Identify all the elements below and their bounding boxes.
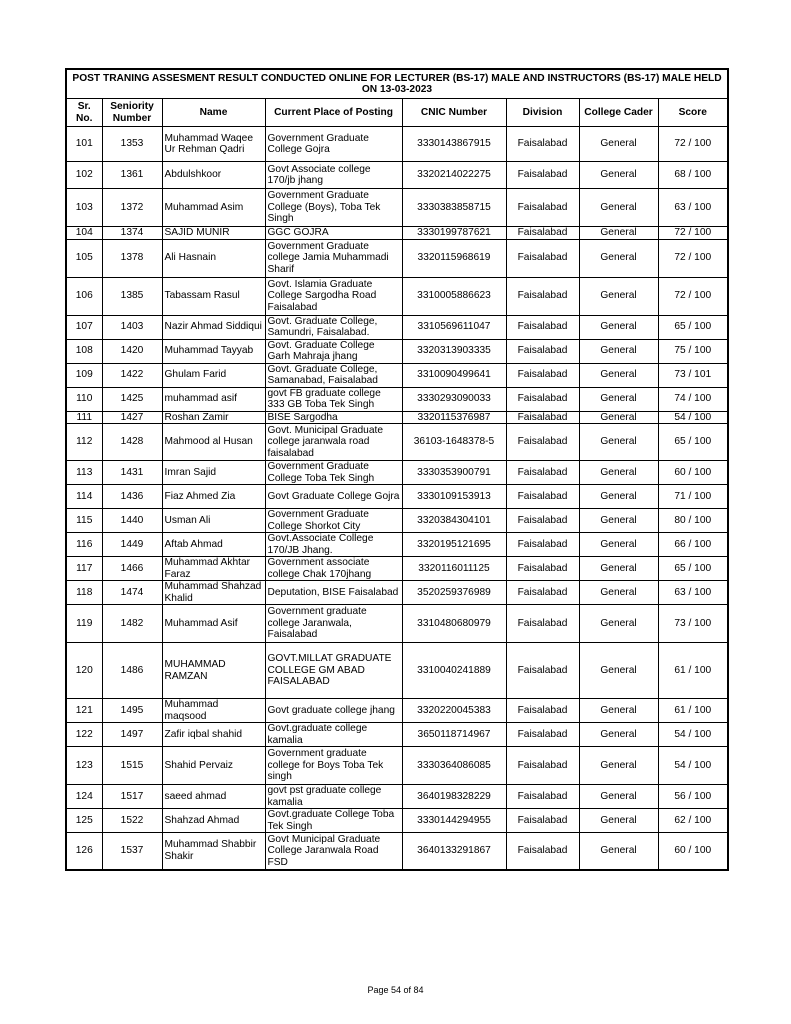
seniority-cell: 1431 <box>102 461 162 485</box>
cader-cell: General <box>579 747 658 785</box>
table-row <box>66 509 728 533</box>
sr-cell: 117 <box>66 557 102 581</box>
posting-cell: Government Graduate College Toba Tek Singh <box>265 461 402 485</box>
col-header-division: Division <box>506 99 579 127</box>
posting-cell: Government Graduate College Shorkot City <box>265 509 402 533</box>
cnic-cell: 3330353900791 <box>402 461 506 485</box>
division-cell: Faisalabad <box>506 363 579 387</box>
header-row <box>66 99 728 127</box>
table-row <box>66 461 728 485</box>
cader-cell: General <box>579 809 658 833</box>
division-cell: Faisalabad <box>506 461 579 485</box>
name-cell: Mahmood al Husan <box>162 424 265 461</box>
seniority-cell: 1474 <box>102 581 162 605</box>
sr-cell: 123 <box>66 747 102 785</box>
division-cell: Faisalabad <box>506 509 579 533</box>
table-row <box>66 643 728 699</box>
seniority-cell: 1420 <box>102 339 162 363</box>
sr-cell: 107 <box>66 315 102 339</box>
division-cell: Faisalabad <box>506 127 579 162</box>
score-cell: 63 / 100 <box>658 581 728 605</box>
col-header-cnic: CNIC Number <box>402 99 506 127</box>
name-cell: Muhammad Shabbir Shakir <box>162 833 265 870</box>
division-cell: Faisalabad <box>506 339 579 363</box>
seniority-cell: 1385 <box>102 277 162 315</box>
cnic-cell: 3320195121695 <box>402 533 506 557</box>
posting-cell: Government graduate college for Boys Toba Tek singh <box>265 747 402 785</box>
score-cell: 72 / 100 <box>658 127 728 162</box>
name-cell: Imran Sajid <box>162 461 265 485</box>
sr-cell: 101 <box>66 127 102 162</box>
document-title: POST TRANING ASSESMENT RESULT CONDUCTED ONLINE FOR LECTURER (BS-17) MALE AND INSTRUCTORS (BS-17) MALE HELD ON 13-03-2023 <box>66 69 728 99</box>
division-cell: Faisalabad <box>506 189 579 227</box>
sr-cell: 105 <box>66 239 102 277</box>
col-header-cader: College Cader <box>579 99 658 127</box>
seniority-cell: 1428 <box>102 424 162 461</box>
cader-cell: General <box>579 339 658 363</box>
seniority-cell: 1422 <box>102 363 162 387</box>
name-cell: Nazir Ahmad Siddiqui <box>162 315 265 339</box>
table-row <box>66 833 728 870</box>
score-cell: 62 / 100 <box>658 809 728 833</box>
seniority-cell: 1427 <box>102 411 162 424</box>
sr-cell: 119 <box>66 605 102 643</box>
division-cell: Faisalabad <box>506 411 579 424</box>
table-row <box>66 277 728 315</box>
sr-cell: 104 <box>66 227 102 240</box>
name-cell: Aftab Ahmad <box>162 533 265 557</box>
score-cell: 72 / 100 <box>658 277 728 315</box>
seniority-cell: 1486 <box>102 643 162 699</box>
score-cell: 63 / 100 <box>658 189 728 227</box>
cnic-cell: 3320115968619 <box>402 239 506 277</box>
division-cell: Faisalabad <box>506 809 579 833</box>
name-cell: Abdulshkoor <box>162 162 265 189</box>
posting-cell: Govt graduate college jhang <box>265 699 402 723</box>
posting-cell: GGC GOJRA <box>265 227 402 240</box>
sr-cell: 108 <box>66 339 102 363</box>
cader-cell: General <box>579 239 658 277</box>
sr-cell: 116 <box>66 533 102 557</box>
cnic-cell: 3310040241889 <box>402 643 506 699</box>
sr-cell: 125 <box>66 809 102 833</box>
posting-cell: Govt Municipal Graduate College Jaranwala Road FSD <box>265 833 402 870</box>
division-cell: Faisalabad <box>506 485 579 509</box>
sr-cell: 115 <box>66 509 102 533</box>
score-cell: 80 / 100 <box>658 509 728 533</box>
cader-cell: General <box>579 277 658 315</box>
seniority-cell: 1495 <box>102 699 162 723</box>
cnic-cell: 3640133291867 <box>402 833 506 870</box>
name-cell: Usman Ali <box>162 509 265 533</box>
cnic-cell: 3320384304101 <box>402 509 506 533</box>
table-row <box>66 387 728 411</box>
seniority-cell: 1449 <box>102 533 162 557</box>
name-cell: Ali Hasnain <box>162 239 265 277</box>
division-cell: Faisalabad <box>506 162 579 189</box>
sr-cell: 103 <box>66 189 102 227</box>
score-cell: 54 / 100 <box>658 747 728 785</box>
division-cell: Faisalabad <box>506 833 579 870</box>
col-header-posting: Current Place of Posting <box>265 99 402 127</box>
cnic-cell: 3330144294955 <box>402 809 506 833</box>
page-number: Page 54 of 84 <box>367 985 424 995</box>
posting-cell: Government Graduate College Gojra <box>265 127 402 162</box>
cader-cell: General <box>579 461 658 485</box>
division-cell: Faisalabad <box>506 605 579 643</box>
seniority-cell: 1372 <box>102 189 162 227</box>
posting-cell: Govt. Municipal Graduate college jaranwala road faisalabad <box>265 424 402 461</box>
table-row <box>66 315 728 339</box>
division-cell: Faisalabad <box>506 277 579 315</box>
table-row <box>66 411 728 424</box>
table-row <box>66 227 728 240</box>
score-cell: 60 / 100 <box>658 833 728 870</box>
sr-cell: 126 <box>66 833 102 870</box>
name-cell: Muhammad Asif <box>162 605 265 643</box>
posting-cell: govt FB graduate college 333 GB Toba Tek Singh <box>265 387 402 411</box>
cnic-cell: 3320313903335 <box>402 339 506 363</box>
cnic-cell: 3520259376989 <box>402 581 506 605</box>
sr-cell: 109 <box>66 363 102 387</box>
table-row <box>66 189 728 227</box>
posting-cell: Government Graduate college Jamia Muhammadi Sharif <box>265 239 402 277</box>
seniority-cell: 1537 <box>102 833 162 870</box>
name-cell: Muhammad maqsood <box>162 699 265 723</box>
division-cell: Faisalabad <box>506 239 579 277</box>
name-cell: Zafir iqbal shahid <box>162 723 265 747</box>
score-cell: 65 / 100 <box>658 315 728 339</box>
name-cell: Muhammad Asim <box>162 189 265 227</box>
name-cell: Roshan Zamir <box>162 411 265 424</box>
posting-cell: Govt. Islamia Graduate College Sargodha Road Faisalabad <box>265 277 402 315</box>
score-cell: 61 / 100 <box>658 643 728 699</box>
posting-cell: Govt.graduate college kamalia <box>265 723 402 747</box>
cader-cell: General <box>579 699 658 723</box>
seniority-cell: 1353 <box>102 127 162 162</box>
cader-cell: General <box>579 227 658 240</box>
cnic-cell: 3330199787621 <box>402 227 506 240</box>
cnic-cell: 3320214022275 <box>402 162 506 189</box>
seniority-cell: 1522 <box>102 809 162 833</box>
division-cell: Faisalabad <box>506 557 579 581</box>
posting-cell: Govt. Graduate College Garh Mahraja jhang <box>265 339 402 363</box>
seniority-cell: 1436 <box>102 485 162 509</box>
seniority-cell: 1440 <box>102 509 162 533</box>
sr-cell: 110 <box>66 387 102 411</box>
cnic-cell: 3320116011125 <box>402 557 506 581</box>
cnic-cell: 36103-1648378-5 <box>402 424 506 461</box>
score-cell: 65 / 100 <box>658 557 728 581</box>
table-row <box>66 424 728 461</box>
name-cell: Muhammad Shahzad Khalid <box>162 581 265 605</box>
division-cell: Faisalabad <box>506 643 579 699</box>
sr-cell: 114 <box>66 485 102 509</box>
cader-cell: General <box>579 127 658 162</box>
cnic-cell: 3310569611047 <box>402 315 506 339</box>
table-row <box>66 162 728 189</box>
cnic-cell: 3320220045383 <box>402 699 506 723</box>
score-cell: 66 / 100 <box>658 533 728 557</box>
score-cell: 75 / 100 <box>658 339 728 363</box>
cader-cell: General <box>579 643 658 699</box>
division-cell: Faisalabad <box>506 387 579 411</box>
table-row <box>66 557 728 581</box>
division-cell: Faisalabad <box>506 315 579 339</box>
division-cell: Faisalabad <box>506 424 579 461</box>
table-row <box>66 809 728 833</box>
cnic-cell: 3330143867915 <box>402 127 506 162</box>
seniority-cell: 1515 <box>102 747 162 785</box>
score-cell: 68 / 100 <box>658 162 728 189</box>
table-row <box>66 785 728 809</box>
sr-cell: 120 <box>66 643 102 699</box>
division-cell: Faisalabad <box>506 723 579 747</box>
name-cell: MUHAMMAD RAMZAN <box>162 643 265 699</box>
name-cell: muhammad asif <box>162 387 265 411</box>
cader-cell: General <box>579 533 658 557</box>
table-row <box>66 747 728 785</box>
seniority-cell: 1378 <box>102 239 162 277</box>
seniority-cell: 1517 <box>102 785 162 809</box>
cnic-cell: 3650118714967 <box>402 723 506 747</box>
results-table <box>65 68 729 871</box>
division-cell: Faisalabad <box>506 785 579 809</box>
posting-cell: Government Graduate College (Boys), Toba Tek Singh <box>265 189 402 227</box>
score-cell: 54 / 100 <box>658 411 728 424</box>
posting-cell: Government associate college Chak 170jhang <box>265 557 402 581</box>
cader-cell: General <box>579 723 658 747</box>
cnic-cell: 3330293090033 <box>402 387 506 411</box>
cnic-cell: 3330383858715 <box>402 189 506 227</box>
sr-cell: 124 <box>66 785 102 809</box>
cader-cell: General <box>579 189 658 227</box>
cader-cell: General <box>579 605 658 643</box>
posting-cell: Government graduate college Jaranwala, Faisalabad <box>265 605 402 643</box>
cader-cell: General <box>579 485 658 509</box>
table-row <box>66 533 728 557</box>
seniority-cell: 1374 <box>102 227 162 240</box>
posting-cell: Govt Graduate College Gojra <box>265 485 402 509</box>
cnic-cell: 3310005886623 <box>402 277 506 315</box>
cader-cell: General <box>579 387 658 411</box>
score-cell: 56 / 100 <box>658 785 728 809</box>
cader-cell: General <box>579 785 658 809</box>
posting-cell: govt pst graduate college kamalia <box>265 785 402 809</box>
name-cell: Tabassam Rasul <box>162 277 265 315</box>
table-row <box>66 581 728 605</box>
sr-cell: 106 <box>66 277 102 315</box>
name-cell: Muhammad Akhtar Faraz <box>162 557 265 581</box>
score-cell: 60 / 100 <box>658 461 728 485</box>
cader-cell: General <box>579 581 658 605</box>
seniority-cell: 1466 <box>102 557 162 581</box>
cader-cell: General <box>579 162 658 189</box>
col-header-sr: Sr. No. <box>66 99 102 127</box>
table-row <box>66 699 728 723</box>
cader-cell: General <box>579 833 658 870</box>
name-cell: Muhammad Tayyab <box>162 339 265 363</box>
division-cell: Faisalabad <box>506 581 579 605</box>
seniority-cell: 1361 <box>102 162 162 189</box>
posting-cell: Deputation, BISE Faisalabad <box>265 581 402 605</box>
cnic-cell: 3330109153913 <box>402 485 506 509</box>
cader-cell: General <box>579 363 658 387</box>
cnic-cell: 3640198328229 <box>402 785 506 809</box>
cader-cell: General <box>579 557 658 581</box>
cnic-cell: 3310090499641 <box>402 363 506 387</box>
sr-cell: 102 <box>66 162 102 189</box>
sr-cell: 113 <box>66 461 102 485</box>
division-cell: Faisalabad <box>506 747 579 785</box>
posting-cell: Govt. Graduate College, Samanabad, Faisalabad <box>265 363 402 387</box>
table-row <box>66 339 728 363</box>
score-cell: 71 / 100 <box>658 485 728 509</box>
posting-cell: GOVT.MILLAT GRADUATE COLLEGE GM ABAD FAISALABAD <box>265 643 402 699</box>
cnic-cell: 3320115376987 <box>402 411 506 424</box>
table-row <box>66 239 728 277</box>
name-cell: saeed ahmad <box>162 785 265 809</box>
sr-cell: 121 <box>66 699 102 723</box>
posting-cell: Govt.Associate College 170/JB Jhang. <box>265 533 402 557</box>
posting-cell: Govt Associate college 170/jb jhang <box>265 162 402 189</box>
col-header-score: Score <box>658 99 728 127</box>
sr-cell: 122 <box>66 723 102 747</box>
score-cell: 73 / 101 <box>658 363 728 387</box>
name-cell: Ghulam Farid <box>162 363 265 387</box>
name-cell: Muhammad Waqee Ur Rehman Qadri <box>162 127 265 162</box>
cader-cell: General <box>579 315 658 339</box>
table-row <box>66 485 728 509</box>
score-cell: 72 / 100 <box>658 227 728 240</box>
division-cell: Faisalabad <box>506 533 579 557</box>
division-cell: Faisalabad <box>506 699 579 723</box>
score-cell: 74 / 100 <box>658 387 728 411</box>
sr-cell: 111 <box>66 411 102 424</box>
sr-cell: 118 <box>66 581 102 605</box>
name-cell: Fiaz Ahmed Zia <box>162 485 265 509</box>
score-cell: 73 / 100 <box>658 605 728 643</box>
posting-cell: Govt.graduate College Toba Tek Singh <box>265 809 402 833</box>
cader-cell: General <box>579 424 658 461</box>
seniority-cell: 1497 <box>102 723 162 747</box>
col-header-seniority: Seniority Number <box>102 99 162 127</box>
score-cell: 65 / 100 <box>658 424 728 461</box>
cnic-cell: 3310480680979 <box>402 605 506 643</box>
seniority-cell: 1403 <box>102 315 162 339</box>
table-row <box>66 723 728 747</box>
posting-cell: Govt. Graduate College, Samundri, Faisalabad. <box>265 315 402 339</box>
posting-cell: BISE Sargodha <box>265 411 402 424</box>
seniority-cell: 1425 <box>102 387 162 411</box>
score-cell: 72 / 100 <box>658 239 728 277</box>
name-cell: SAJID MUNIR <box>162 227 265 240</box>
division-cell: Faisalabad <box>506 227 579 240</box>
cader-cell: General <box>579 509 658 533</box>
name-cell: Shahid Pervaiz <box>162 747 265 785</box>
table-row <box>66 127 728 162</box>
table-row <box>66 363 728 387</box>
col-header-name: Name <box>162 99 265 127</box>
cader-cell: General <box>579 411 658 424</box>
cnic-cell: 3330364086085 <box>402 747 506 785</box>
score-cell: 61 / 100 <box>658 699 728 723</box>
seniority-cell: 1482 <box>102 605 162 643</box>
sr-cell: 112 <box>66 424 102 461</box>
table-row <box>66 605 728 643</box>
score-cell: 54 / 100 <box>658 723 728 747</box>
name-cell: Shahzad Ahmad <box>162 809 265 833</box>
